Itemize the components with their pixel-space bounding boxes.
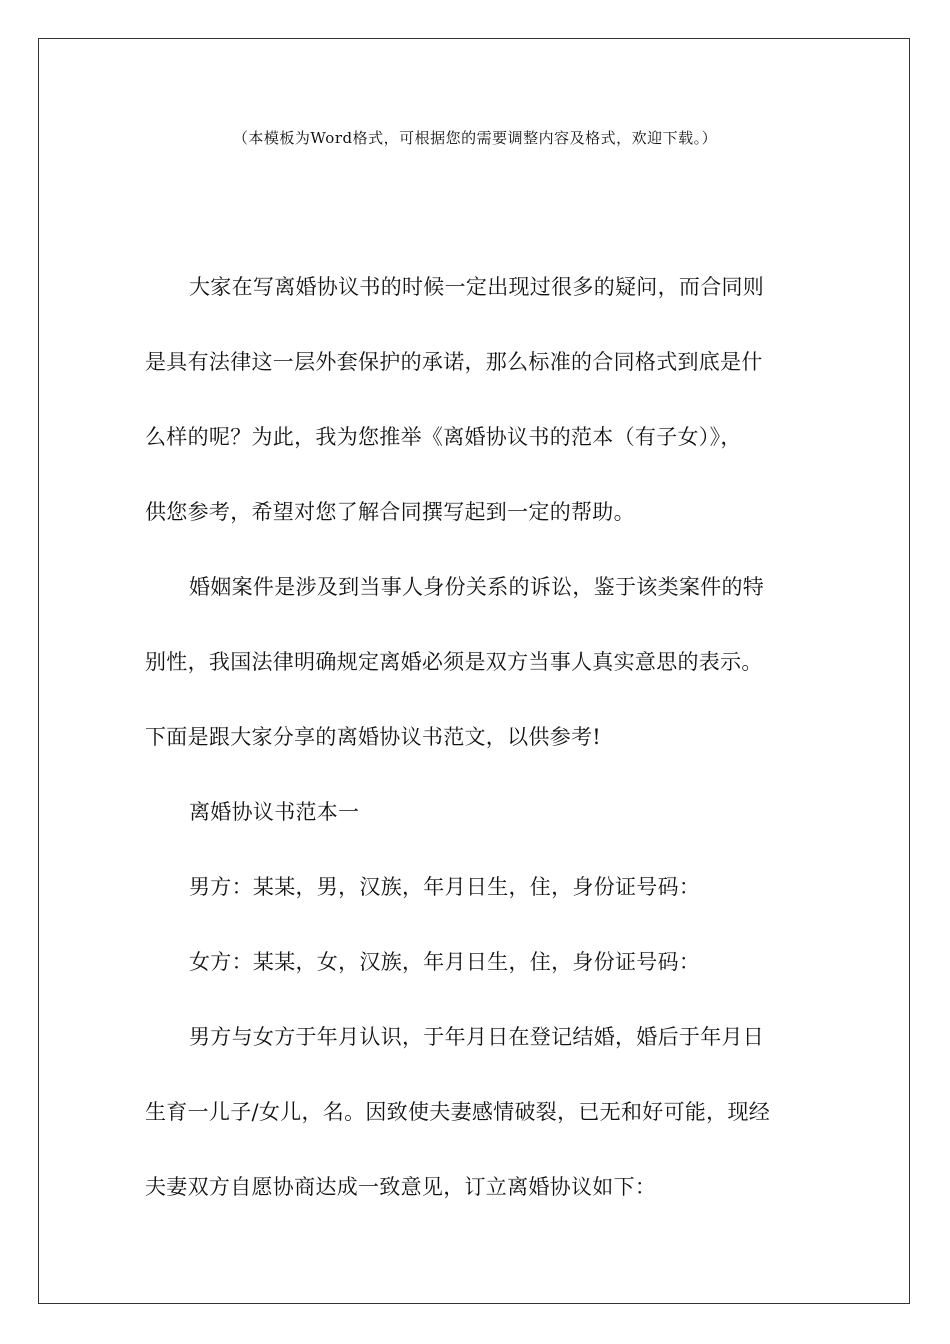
paragraph-line: 下面是跟大家分享的离婚协议书范文，以供参考! [145,725,602,749]
template-note: （本模板为Word格式，可根据您的需要调整内容及格式，欢迎下载。） [232,129,718,147]
paragraph-line: 别性，我国法律明确规定离婚必须是双方当事人真实意思的表示。 [145,650,763,674]
paragraph-line: 生育一儿子/女儿，名。因致使夫妻感情破裂，已无和好可能，现经 [145,1100,771,1124]
paragraph-line: 供您参考，希望对您了解合同撰写起到一定的帮助。 [145,500,635,524]
section-heading: 离婚协议书范本一 [189,800,360,824]
paragraph-line: 男方与女方于年月认识，于年月日在登记结婚，婚后于年月日 [189,1025,765,1049]
paragraph-line: 婚姻案件是涉及到当事人身份关系的诉讼，鉴于该类案件的特 [189,575,765,599]
paragraph-line: 夫妻双方自愿协商达成一致意见，订立离婚协议如下： [145,1175,657,1199]
party-male-line: 男方：某某，男，汉族，年月日生，住，身份证号码： [189,875,701,899]
paragraph-line: 么样的呢？为此，我为您推举《离婚协议书的范本（有子女）》， [145,425,742,449]
paragraph-line: 大家在写离婚协议书的时候一定出现过很多的疑问，而合同则 [189,275,765,299]
party-female-line: 女方：某某，女，汉族，年月日生，住，身份证号码： [189,950,701,974]
paragraph-line: 是具有法律这一层外套保护的承诺，那么标准的合同格式到底是什 [145,350,763,374]
